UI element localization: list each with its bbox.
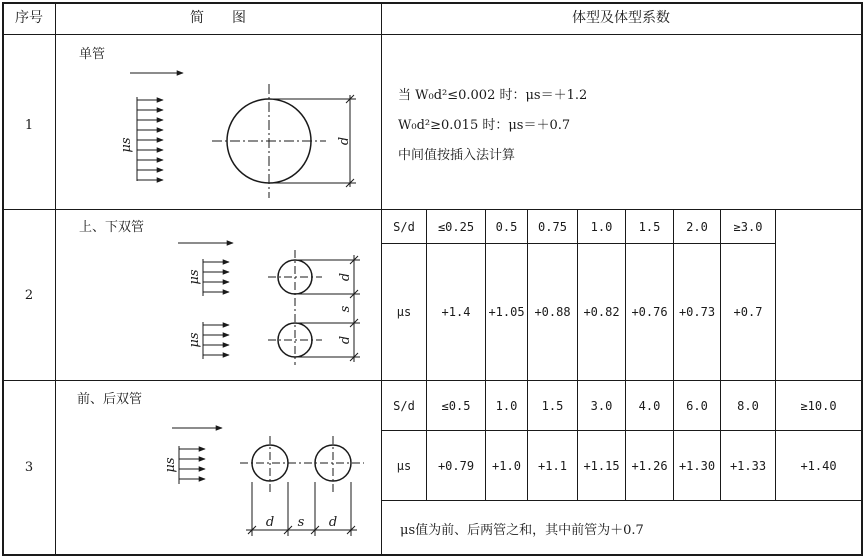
r2-val-1: +1.4 [441, 305, 471, 319]
d-label: d [338, 272, 353, 282]
row-2-title: 上、下双管 [79, 220, 145, 235]
s-label: s [297, 515, 305, 530]
d-label: d [337, 136, 352, 146]
mu-label: μs [187, 269, 202, 285]
mu-label: μs [119, 137, 134, 153]
r3-val-4: +1.15 [583, 458, 620, 473]
r3-head-1: ≤0.5 [441, 398, 471, 413]
r3-val-3: +1.1 [538, 458, 567, 473]
s-label: s [338, 305, 353, 313]
row-1-note-1: 当 W₀d²≤0.002 时：μs＝＋1.2 [398, 88, 588, 103]
mu-label: μs [187, 332, 202, 348]
row-3-number: 3 [24, 460, 34, 475]
r2-val-6: +0.73 [678, 305, 716, 319]
row-1-title: 单管 [79, 47, 106, 62]
r2-head-1: ≤0.25 [437, 219, 475, 234]
r2-head-0: S/d [393, 219, 415, 234]
r3-val-0: μs [396, 458, 412, 473]
r3-val-1: +0.79 [437, 458, 475, 473]
row-1-note-2: W₀d²≥0.015 时：μs＝＋0.7 [398, 118, 571, 133]
r2-val-2: +1.05 [488, 305, 525, 319]
r2-val-3: +0.88 [534, 305, 571, 319]
d-label: d [328, 515, 338, 530]
r3-head-0: S/d [393, 398, 415, 413]
r2-val-0: μs [396, 305, 412, 319]
r2-head-4: 1.0 [590, 219, 613, 234]
row-3-note: μs值为前、后两管之和，其中前管为＋0.7 [400, 523, 644, 538]
r3-head-6: 6.0 [686, 398, 708, 413]
r2-head-7: ≥3.0 [733, 219, 763, 234]
r3-val-7: +1.33 [729, 458, 767, 473]
r2-head-2: 0.5 [495, 219, 518, 234]
r3-head-7: 8.0 [737, 398, 759, 413]
header-no: 序号 [15, 10, 43, 26]
r2-val-4: +0.82 [583, 305, 620, 319]
r3-head-4: 3.0 [590, 398, 613, 413]
r3-val-5: +1.26 [631, 458, 668, 473]
d-label: d [338, 335, 353, 345]
row-2-number: 2 [24, 288, 34, 303]
row-1-note-3: 中间值按插入法计算 [398, 148, 516, 163]
r2-head-6: 2.0 [686, 219, 708, 234]
pressure-arrows-icon [137, 100, 163, 180]
r3-head-2: 1.0 [495, 398, 518, 413]
header-coefficient: 体型及体型系数 [572, 10, 670, 26]
row-1-number: 1 [24, 118, 34, 133]
r3-val-6: +1.30 [678, 458, 716, 473]
r2-val-5: +0.76 [631, 305, 668, 319]
header-diagram: 简 图 [190, 10, 246, 26]
r2-val-7: +0.7 [733, 305, 763, 319]
r2-head-3: 0.75 [538, 219, 567, 234]
r3-head-5: 4.0 [638, 398, 661, 413]
row-3-title: 前、后双管 [77, 392, 143, 407]
r2-head-5: 1.5 [638, 219, 661, 234]
r3-val-2: +1.0 [492, 458, 521, 473]
r3-val-8: +1.40 [800, 458, 837, 473]
r3-head-3: 1.5 [541, 398, 564, 413]
mu-label: μs [163, 457, 178, 473]
r3-head-8: ≥10.0 [800, 398, 837, 413]
d-label: d [265, 515, 275, 530]
